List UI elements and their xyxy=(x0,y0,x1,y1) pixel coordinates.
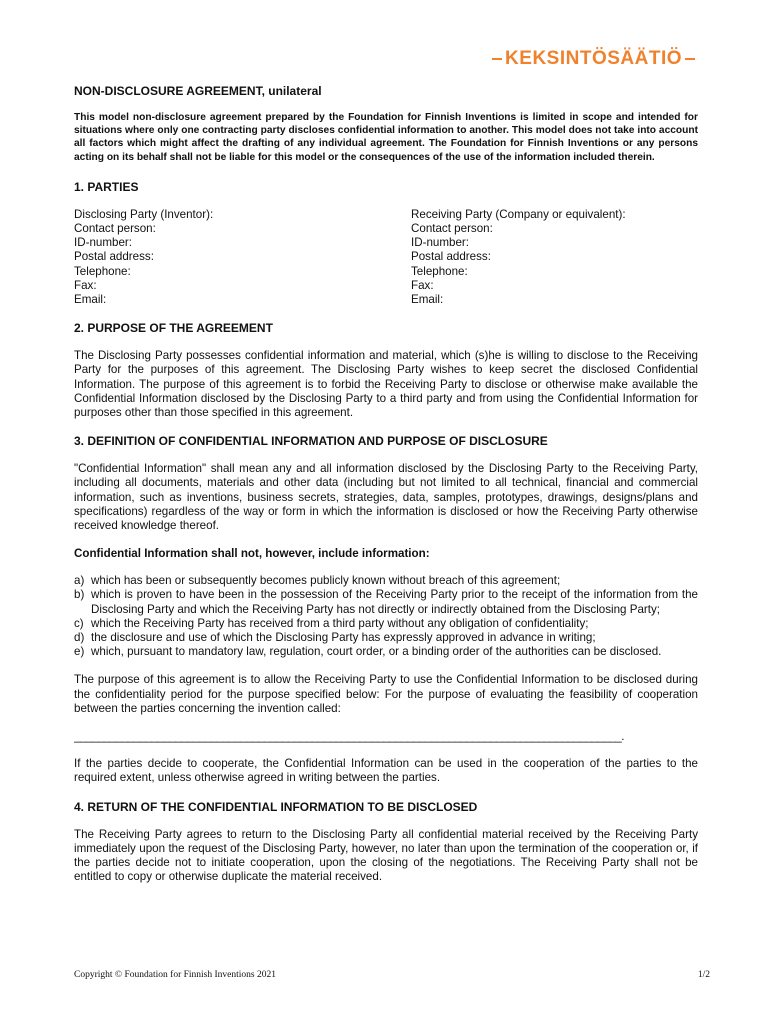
field-label: Telephone: xyxy=(74,264,131,278)
field-label: Fax: xyxy=(74,278,97,292)
list-marker: a) xyxy=(74,574,85,588)
parties-columns xyxy=(74,208,698,307)
invention-name-blank[interactable]: ____________________________________________________________________________________________. xyxy=(74,730,624,744)
list-text: which, pursuant to mandatory law, regulation, court order, or a binding order of the authorities can be disclosed. xyxy=(91,645,662,659)
field-label: Telephone: xyxy=(411,264,468,278)
copyright-notice: Copyright © Foundation for Finnish Inventions 2021 xyxy=(74,970,276,980)
purpose-of-disclosure-paragraph: The purpose of this agreement is to allow the Receiving Party to use the Confidential Information to be disclosed during the confidentiality period for the purpose specified below: For the purpose of evaluating the feasibility of cooperation between the parties concerning the invention called: xyxy=(74,673,698,715)
receiving-party-fields xyxy=(411,208,698,307)
field-label: Contact person: xyxy=(411,222,493,236)
list-marker: d) xyxy=(74,631,85,645)
intro-disclaimer: This model non-disclosure agreement prepared by the Foundation for Finnish Inventions is limited in scope and intended for situations where only one contracting party discloses confidential information to another. This model does not take into account all factors which might affect the drafting of any individual agreement. The Foundation for Finnish Inventions or any persons acting on its behalf shall not be liable for this model or the consequences of the use of the information included therein. xyxy=(74,112,698,163)
list-marker: b) xyxy=(74,588,85,602)
list-item xyxy=(74,617,698,631)
page-number: 1/2 xyxy=(697,970,710,980)
field-label: ID-number: xyxy=(74,236,132,250)
logo-dash-right xyxy=(685,58,695,60)
list-marker: e) xyxy=(74,645,85,659)
section-heading-purpose: 2. PURPOSE OF THE AGREEMENT xyxy=(74,321,273,336)
list-item xyxy=(74,645,698,659)
list-text: which is proven to have been in the possession of the Receiving Party prior to the receipt of the information from the Disclosing Party and which the Receiving Party has not directly or indirectly obtained from the Disclosing Party; xyxy=(91,588,698,616)
brand-logo xyxy=(489,48,698,70)
logo-dash-left xyxy=(492,58,502,60)
exclusions-list xyxy=(74,574,698,659)
section-heading-parties: 1. PARTIES xyxy=(74,179,139,194)
list-text: which the Receiving Party has received from a third party without any obligation of confidentiality; xyxy=(91,616,589,630)
list-text: the disclosure and use of which the Disclosing Party has expressly approved in advance in writing; xyxy=(91,631,596,645)
field-label: Receiving Party (Company or equivalent): xyxy=(411,207,626,221)
list-text: which has been or subsequently becomes publicly known without breach of this agreement; xyxy=(91,574,561,588)
logo-text: KEKSINTÖSÄÄTIÖ xyxy=(505,48,682,69)
field-label: Contact person: xyxy=(74,222,156,236)
list-item xyxy=(74,574,698,588)
field-label: Disclosing Party (Inventor): xyxy=(74,207,214,221)
section-heading-definition: 3. DEFINITION OF CONFIDENTIAL INFORMATION AND PURPOSE OF DISCLOSURE xyxy=(74,434,548,449)
field-label: ID-number: xyxy=(411,236,469,250)
purpose-paragraph: The Disclosing Party possesses confidential information and material, which (s)he is willing to disclose to the Receiving Party for the purposes of this agreement. The Disclosing Party wishes to keep secret the disclosed Confidential Information. The purpose of this agreement is to forbid the Receiving Party to disclose or otherwise make available the Confidential Information disclosed by the Disclosing Party to a third party and from using the Confidential Information for purposes other than those specified in this agreement. xyxy=(74,349,698,420)
document-title: NON-DISCLOSURE AGREEMENT, unilateral xyxy=(74,84,322,98)
section-heading-return: 4. RETURN OF THE CONFIDENTIAL INFORMATION TO BE DISCLOSED xyxy=(74,799,478,814)
page-footer xyxy=(74,970,710,980)
return-paragraph: The Receiving Party agrees to return to the Disclosing Party all confidential material received by the Receiving Party immediately upon the request of the Disclosing Party, however, no later than upon the termination of the cooperation or, if the parties decide not to initiate cooperation, upon the closing of the negotiations. The Receiving Party shall not be entitled to copy or otherwise duplicate the material received. xyxy=(74,827,698,884)
document-page xyxy=(74,84,698,898)
field-label: Postal address: xyxy=(74,250,154,264)
list-item xyxy=(74,631,698,645)
list-marker: c) xyxy=(74,616,84,630)
exclusions-subheading: Confidential Information shall not, however, include information: xyxy=(74,547,430,561)
cooperation-paragraph: If the parties decide to cooperate, the Confidential Information can be used in the cooperation of the parties to the required extent, unless otherwise agreed in writing between the parties. xyxy=(74,757,698,785)
definition-paragraph: "Confidential Information" shall mean any and all information disclosed by the Disclosing Party to the Receiving Party, including all documents, materials and other data (including but not limited to all technical, financial and commercial information, such as inventions, business secrets, strategies, data, samples, prototypes, drawings, designs/plans and specifications) regardless of the way or form in which the information is disclosed or how the Receiving Party otherwise received knowledge thereof. xyxy=(74,462,698,533)
disclosing-party-fields xyxy=(74,208,411,307)
field-label: Email: xyxy=(74,293,107,307)
field-label: Fax: xyxy=(411,278,434,292)
field-label: Postal address: xyxy=(411,250,491,264)
list-item xyxy=(74,588,698,616)
field-label: Email: xyxy=(411,293,444,307)
